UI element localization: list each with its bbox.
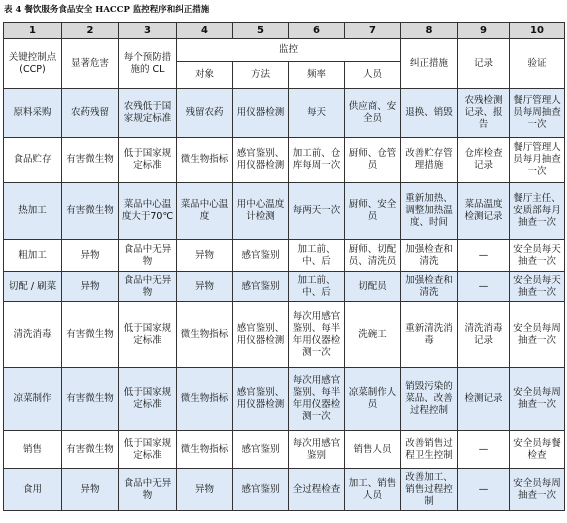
table-cell: 重新加热、调整加热温度、时间	[401, 183, 458, 240]
table-cell: 异物	[177, 469, 233, 511]
table-cell: 清洗消毒	[4, 302, 62, 368]
table-cell: 食品中无异物	[119, 469, 177, 511]
table-cell: 食品中无异物	[119, 240, 177, 272]
table-cell: 感官鉴别、用仪器检测	[233, 302, 289, 368]
table-row	[4, 183, 565, 240]
table-cell: 改善加工、销售过程控制	[401, 469, 458, 511]
table-cell: 感官鉴别	[233, 240, 289, 272]
table-cell: 改善销售过程卫生控制	[401, 431, 458, 469]
table-row	[4, 89, 565, 138]
table-cell: 用仪器检测	[233, 89, 289, 138]
table-cell: 菜品中心温度大于70℃	[119, 183, 177, 240]
table-cell: 加工前、中、后	[289, 272, 345, 302]
table-cell: 退换、销毁	[401, 89, 458, 138]
column-number: 3	[119, 23, 177, 39]
table-cell: 安全员每天抽查一次	[510, 272, 565, 302]
column-number: 10	[510, 23, 565, 39]
table-cell: 安全员每餐检查	[510, 431, 565, 469]
table-row	[4, 469, 565, 511]
table-cell: 每次用感官鉴别、每半年用仪器检测一次	[289, 302, 345, 368]
header-hazard: 显著危害	[62, 39, 119, 89]
table-cell: 低于国家规定标准	[119, 368, 177, 431]
table-cell: 低于国家规定标准	[119, 302, 177, 368]
table-cell: 食品贮存	[4, 138, 62, 183]
table-cell: 洗碗工	[345, 302, 401, 368]
table-cell: 食用	[4, 469, 62, 511]
table-cell: 残留农药	[177, 89, 233, 138]
header-corrective: 纠正措施	[401, 39, 458, 89]
table-cell: 餐厅主任、安质部每月抽查一次	[510, 183, 565, 240]
table-cell: 原料采购	[4, 89, 62, 138]
table-cell: 食品中无异物	[119, 272, 177, 302]
column-number: 4	[177, 23, 233, 39]
header-personnel: 人员	[345, 62, 401, 89]
table-caption: 表 4 餐饮服务食品安全 HACCP 监控程序和纠正措施	[4, 5, 210, 15]
table-cell: 有害微生物	[62, 183, 119, 240]
table-cell: 安全员每周抽查一次	[510, 302, 565, 368]
table-cell: 每天	[289, 89, 345, 138]
table-cell: —	[458, 240, 510, 272]
header-verification: 验证	[510, 39, 565, 89]
table-cell: —	[458, 469, 510, 511]
table-cell: 微生物指标	[177, 138, 233, 183]
table-cell: 感官鉴别	[233, 272, 289, 302]
table-cell: 切配 / 刷菜	[4, 272, 62, 302]
column-number: 5	[233, 23, 289, 39]
column-number: 7	[345, 23, 401, 39]
table-cell: 感官鉴别、用仪器检测	[233, 368, 289, 431]
table-cell: 每两天一次	[289, 183, 345, 240]
table-cell: 每次用感官鉴别、每半年用仪器检测一次	[289, 368, 345, 431]
table-cell: 异物	[62, 469, 119, 511]
table-cell: 凉菜制作	[4, 368, 62, 431]
table-cell: 微生物指标	[177, 302, 233, 368]
table-cell: 供应商、安全员	[345, 89, 401, 138]
header-monitoring: 监控	[177, 39, 401, 62]
table-cell: —	[458, 272, 510, 302]
table-cell: 安全员每天抽查一次	[510, 240, 565, 272]
table-cell: 全过程检查	[289, 469, 345, 511]
table-cell: 厨师、安全员	[345, 183, 401, 240]
table-row	[4, 240, 565, 272]
table-cell: 餐厅管理人员每周抽查一次	[510, 89, 565, 138]
table-cell: 每次用感官鉴别	[289, 431, 345, 469]
table-cell: —	[458, 431, 510, 469]
table-cell: 微生物指标	[177, 431, 233, 469]
table-cell: 有害微生物	[62, 302, 119, 368]
table-row	[4, 431, 565, 469]
table-cell: 凉菜制作人员	[345, 368, 401, 431]
table-row	[4, 302, 565, 368]
table-cell: 清洗消毒记录	[458, 302, 510, 368]
table-cell: 异物	[62, 272, 119, 302]
haccp-table	[3, 22, 565, 511]
header-frequency: 频率	[289, 62, 345, 89]
table-cell: 感官鉴别	[233, 431, 289, 469]
table-cell: 销毁污染的菜品、改善过程控制	[401, 368, 458, 431]
column-number-row	[4, 23, 565, 39]
table-cell: 仓库检查记录	[458, 138, 510, 183]
table-cell: 感官鉴别、用仪器检测	[233, 138, 289, 183]
table-cell: 热加工	[4, 183, 62, 240]
table-cell: 低于国家规定标准	[119, 138, 177, 183]
table-cell: 销售	[4, 431, 62, 469]
column-number: 1	[4, 23, 62, 39]
table-cell: 安全员每周抽查一次	[510, 368, 565, 431]
table-cell: 加工前、中、后	[289, 240, 345, 272]
table-cell: 销售人员	[345, 431, 401, 469]
table-cell: 厨师、仓管员	[345, 138, 401, 183]
table-cell: 农残低于国家规定标准	[119, 89, 177, 138]
table-cell: 农残检测记录、报告	[458, 89, 510, 138]
table-cell: 感官鉴别	[233, 469, 289, 511]
table-cell: 异物	[177, 272, 233, 302]
table-row	[4, 138, 565, 183]
table-cell: 低于国家规定标准	[119, 431, 177, 469]
column-number: 9	[458, 23, 510, 39]
table-cell: 餐厅管理人员每月抽查一次	[510, 138, 565, 183]
header-records: 记录	[458, 39, 510, 89]
header-ccp: 关键控制点(CCP)	[4, 39, 62, 89]
table-cell: 菜品中心温度	[177, 183, 233, 240]
table-cell: 粗加工	[4, 240, 62, 272]
table-cell: 农药残留	[62, 89, 119, 138]
column-number: 6	[289, 23, 345, 39]
header-method: 方法	[233, 62, 289, 89]
table-cell: 有害微生物	[62, 138, 119, 183]
table-cell: 微生物指标	[177, 368, 233, 431]
table-cell: 加强检查和清洗	[401, 240, 458, 272]
header-object: 对象	[177, 62, 233, 89]
table-cell: 重新清洗消毒	[401, 302, 458, 368]
table-cell: 异物	[177, 240, 233, 272]
header-row-top	[4, 39, 565, 62]
column-number: 2	[62, 23, 119, 39]
header-cl: 每个预防措施的 CL	[119, 39, 177, 89]
table-cell: 加工、销售人员	[345, 469, 401, 511]
table-cell: 改善贮存管理措施	[401, 138, 458, 183]
table-cell: 加强检查和清洗	[401, 272, 458, 302]
table-row	[4, 272, 565, 302]
column-number: 8	[401, 23, 458, 39]
table-cell: 用中心温度计检测	[233, 183, 289, 240]
table-cell: 检测记录	[458, 368, 510, 431]
table-cell: 加工前、仓库每周一次	[289, 138, 345, 183]
table-row	[4, 368, 565, 431]
table-cell: 安全员每周抽查一次	[510, 469, 565, 511]
table-cell: 有害微生物	[62, 368, 119, 431]
table-cell: 异物	[62, 240, 119, 272]
table-cell: 菜品温度检测记录	[458, 183, 510, 240]
table-cell: 切配员	[345, 272, 401, 302]
table-cell: 有害微生物	[62, 431, 119, 469]
table-cell: 厨师、切配员、清洗员	[345, 240, 401, 272]
